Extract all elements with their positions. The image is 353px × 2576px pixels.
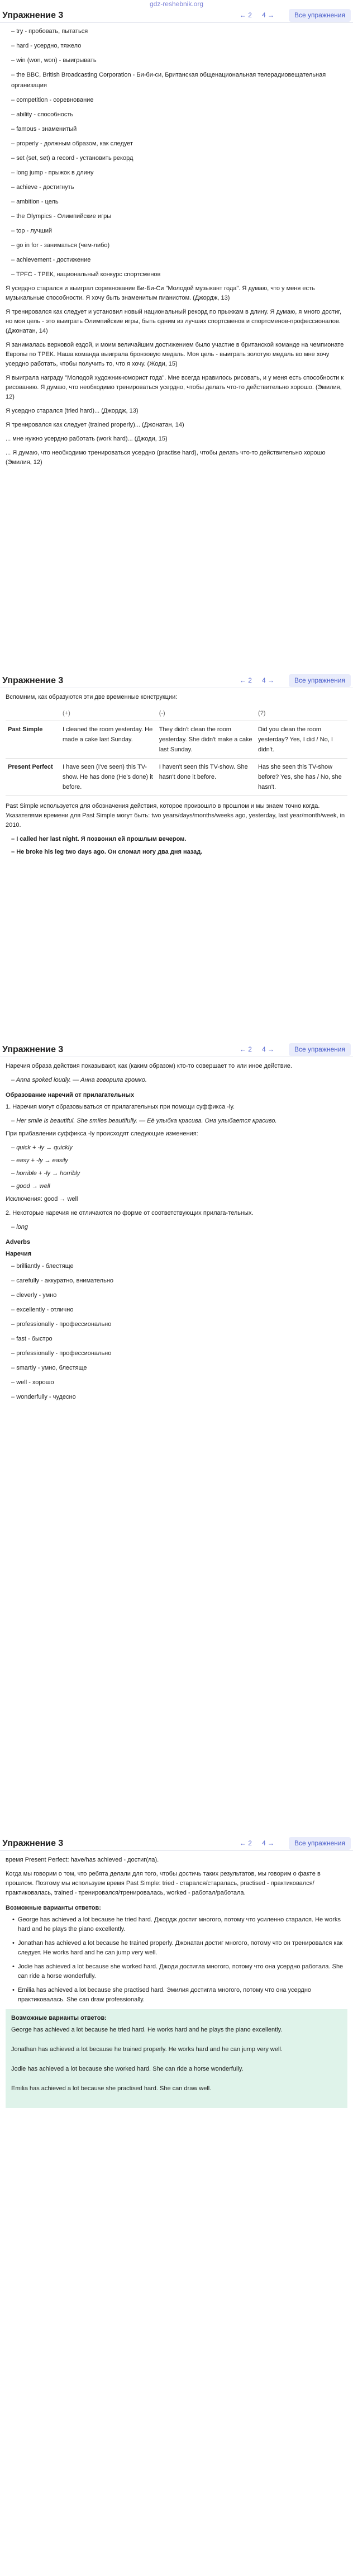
exercise-title: Упражнение 3 [2, 1838, 64, 1848]
list-item: • Emilia has achieved a lot because she practised hard. Эмилия достигла многого, потому что она усердно практиковалась. She can draw professionally. [12, 1986, 347, 2005]
column-header: (+) [60, 707, 157, 721]
rule-note: При прибавлении суффикса -ly происходят следующие изменения: [6, 1130, 198, 1137]
answer-text: Jodie has achieved a lot because she worked hard. She can ride a horse wonderfully. [11, 2066, 244, 2072]
tenses-table [6, 707, 347, 796]
list-item: – win (won, won) - выигрывать [11, 55, 347, 66]
list-item: • George has achieved a lot because he tried hard. Джордж достиг многого, потому что усиленно старался. He works hard and he plays the piano excellently. [12, 1915, 347, 1934]
exercise-header [0, 8, 353, 23]
list-item: – carefully - аккуратно, внимательно [11, 1276, 347, 1286]
changes-list [6, 1143, 347, 1191]
list-item: – the Olympics - Олимпийские игры [11, 211, 347, 222]
exceptions-text: Исключения: good → well [6, 1196, 78, 1202]
list-item: • Jodie has achieved a lot because she worked hard. Джоди достигла многого, потому что она усердно работала. She can ride a horse wonderfully. [12, 1962, 347, 1981]
paragraph: ... мне нужно усердно работать (work hard)... (Джоди, 15) [6, 435, 168, 442]
intro-text: время Present Perfect: have/has achieved - достиг(ла). [6, 1857, 159, 1863]
answers-box [6, 2009, 347, 2108]
section-heading: Возможные варианты ответов: [6, 1905, 101, 1911]
intro-text: Вспомним, как образуются эти две временные конструкции: [6, 694, 178, 700]
list-item: – cleverly - умно [11, 1290, 347, 1301]
row-label: Past Simple [6, 721, 60, 759]
paragraph: ... Я думаю, что необходимо тренироваться усердно (practise hard), чтобы делать что-то действительно хорошо (Эмилия, 12) [6, 449, 326, 466]
all-exercises-button[interactable]: Все упражнения [289, 1837, 351, 1850]
exercise-section-3 [0, 1042, 353, 1836]
answer-text: Emilia has achieved a lot because she practised hard. She can draw well. [11, 2085, 212, 2092]
exercise-title: Упражнение 3 [2, 675, 64, 685]
list-item: – go in for - заниматься (чем-либо) [11, 240, 347, 251]
pager [237, 676, 276, 685]
variants-list [6, 1915, 347, 2005]
list-item: – set (set, set) a record - установить рекорд [11, 153, 347, 164]
intro-text: Наречия образа действия показывают, как (каким образом) кто-то совершает то или иное действие. [6, 1063, 292, 1069]
prev-button[interactable]: ← 2 [239, 11, 252, 19]
list-item: – achieve - достигнуть [11, 182, 347, 193]
table-header-row [6, 707, 347, 721]
paragraph: Я усердно старался (tried hard)... (Джордж, 13) [6, 408, 139, 414]
prev-button[interactable]: ← 2 [239, 676, 252, 684]
all-exercises-button[interactable]: Все упражнения [289, 9, 351, 22]
list-item: • Jonathan has achieved a lot because he trained properly. Джонатан достиг многого, потому что он тренировался как следует. He works hard and he can jump very well. [12, 1939, 347, 1958]
table-row [6, 721, 347, 759]
list-item: – long jump - прыжок в длину [11, 168, 347, 178]
list-item: – famous - знаменитый [11, 124, 347, 135]
list-item: – smartly - умно, блестяще [11, 1363, 347, 1374]
answers-heading: Возможные варианты ответов: [11, 2015, 107, 2021]
list-item: – achievement - достижение [11, 255, 347, 266]
intro-example-list [6, 1076, 347, 1085]
rule2-list [6, 1223, 347, 1232]
site-url: gdz-reshebnik.org [149, 0, 204, 8]
rule-example-list [6, 1116, 347, 1126]
list-item: – wonderfully - чудесно [11, 1392, 347, 1403]
list-item: – horrible + -ly → horribly [11, 1169, 347, 1178]
list-item: – competition - соревнование [11, 95, 347, 106]
section-heading: Образование наречий от прилагательных [6, 1092, 135, 1098]
list-item: – the BBC, British Broadcasting Corporation - Би-би-си, Британская общенациональная телерадиовещательная организация [11, 70, 347, 91]
table-cell: I cleaned the room yesterday. He made a cake last Sunday. [60, 721, 157, 759]
list-item: – Anna spoked loudly. — Анна говорила громко. [11, 1076, 347, 1085]
table-cell: They didn't clean the room yesterday. She didn't make a cake last Sunday. [157, 721, 256, 759]
exercise-header [0, 1836, 353, 1851]
list-item: – properly - должным образом, как следует [11, 139, 347, 149]
exercise-section-1 [0, 8, 353, 673]
paragraph: Я тренировался как следует и установил новый национальный рекорд по прыжкам в длину. Я думаю, я много достиг, но моя цель - это выиграть Олимпийские игры, быть одним из лучших спортсменов и спортсменов-профессионалов. (Джонатан, 14) [6, 309, 342, 334]
table-cell: Did you clean the room yesterday? Yes, I did / No, I didn't. [256, 721, 347, 759]
examples-list [6, 835, 347, 857]
list-item: – He broke his leg two days ago. Он сломал ногу два дня назад. [11, 847, 347, 857]
list-item: – try - пробовать, пытаться [11, 26, 347, 37]
prev-button[interactable]: ← 2 [239, 1839, 252, 1847]
next-button[interactable]: 4 → [261, 1839, 274, 1847]
list-item: – professionally - профессионально [11, 1319, 347, 1330]
row-label: Present Perfect [6, 759, 60, 796]
section-subheading: Наречия [6, 1251, 32, 1257]
paragraph: Я усердно старался и выиграл соревнование Би-Би-Си "Молодой музыкант года". Я думаю, что у меня есть музыкальные способности. Я хочу быть знаменитым пианистом. (Джордж, 13) [6, 285, 315, 301]
exercise-section-4 [0, 1836, 353, 2568]
list-item: – well - хорошо [11, 1377, 347, 1388]
list-item: – I called her last night. Я позвонил ей прошлым вечером. [11, 835, 347, 844]
paragraph: Я тренировался как следует (trained properly)... (Джонатан, 14) [6, 422, 184, 428]
exercise-title: Упражнение 3 [2, 1044, 64, 1054]
list-item: – ambition - цель [11, 197, 347, 207]
paragraph: Я занималась верховой ездой, и моим величайшим достижением было участие в британской команде на чемпионате Европы по TPEK. Наша команда выиграла бронзовую медаль. Моя цель - выиграть золотую медаль во мне хочу усердно работать, чтобы получить то, что я хочу. (Жоди, 15) [6, 342, 344, 367]
list-item: – Her smile is beautiful. She smiles beautifully. — Её улыбка красива. Она улыбается красиво. [11, 1116, 347, 1126]
pager [237, 11, 276, 20]
list-item: – hard - усердно, тяжело [11, 41, 347, 51]
table-row [6, 759, 347, 796]
answer-text: George has achieved a lot because he tried hard. He works hard and he plays the piano excellently. [11, 2026, 283, 2033]
table-cell: I haven't seen this TV-show. She hasn't done it before. [157, 759, 256, 796]
list-item: – excellently - отлично [11, 1305, 347, 1315]
exercise-section-2 [0, 673, 353, 1042]
exercise-header [0, 673, 353, 688]
explanation: Past Simple используется для обозначения действия, которое произошло в прошлом и мы знаем точно когда. Указателями времени для Past Simple могут быть: two years/days/months/weeks ago, yesterday, last year/month/week, in 2010. [6, 803, 345, 828]
pager [237, 1045, 276, 1054]
vocab-list [6, 26, 347, 280]
exercise-title: Упражнение 3 [2, 10, 64, 20]
next-button[interactable]: 4 → [261, 1045, 274, 1053]
list-item: – top - лучший [11, 226, 347, 236]
prev-button[interactable]: ← 2 [239, 1045, 252, 1053]
answer-text: Jonathan has achieved a lot because he trained properly. He works hard and he can jump very well. [11, 2046, 283, 2053]
list-item: – long [11, 1223, 347, 1232]
rule-text: 2. Некоторые наречия не отличаются по форме от соответствующих прилага-тельных. [6, 1210, 254, 1216]
list-item: – brilliantly - блестяще [11, 1261, 347, 1272]
all-exercises-button[interactable]: Все упражнения [289, 674, 351, 687]
table-cell: I have seen (I've seen) this TV-show. He has done (He's done) it before. [60, 759, 157, 796]
list-item: – professionally - профессионально [11, 1348, 347, 1359]
pager [237, 1839, 276, 1848]
list-item: – good → well [11, 1182, 347, 1191]
list-item: – TPFC - ТРЕК, национальный конкурс спортсменов [11, 269, 347, 280]
list-item: – quick + -ly → quickly [11, 1143, 347, 1153]
adverbs-list [6, 1261, 347, 1403]
all-exercises-button[interactable]: Все упражнения [289, 1043, 351, 1056]
intro-text: Когда мы говорим о том, что ребята делали для того, чтобы достичь таких результатов, мы говорим о факте в прошлом. Поэтому мы используем время Past Simple: tried - старался/старалась, practised - практиковался/практиковалась, trained - тренировался/тренировалась, worked - работал/работала. [6, 1871, 321, 1896]
column-header: (?) [256, 707, 347, 721]
list-item: – easy + -ly → easily [11, 1156, 347, 1166]
rule-text: 1. Наречия могут образовываться от прилагательных при помощи суффикса -ly. [6, 1104, 235, 1110]
section-heading: Adverbs [6, 1239, 31, 1246]
list-item: – fast - быстро [11, 1334, 347, 1344]
exercise-header [0, 1042, 353, 1057]
next-button[interactable]: 4 → [261, 676, 274, 684]
list-item: – ability - способность [11, 110, 347, 120]
column-header: (-) [157, 707, 256, 721]
paragraph: Я выиграла награду "Молодой художник-юморист года". Мне всегда нравилось рисовать, и у меня есть способности к рисованию. Я думаю, что необходимо тренироваться усердно, чтобы делать что-то действительно хорошо. (Эмилия, 12) [6, 375, 344, 400]
next-button[interactable]: 4 → [261, 11, 274, 19]
table-cell: Has she seen this TV-show before? Yes, she has / No, she hasn't. [256, 759, 347, 796]
